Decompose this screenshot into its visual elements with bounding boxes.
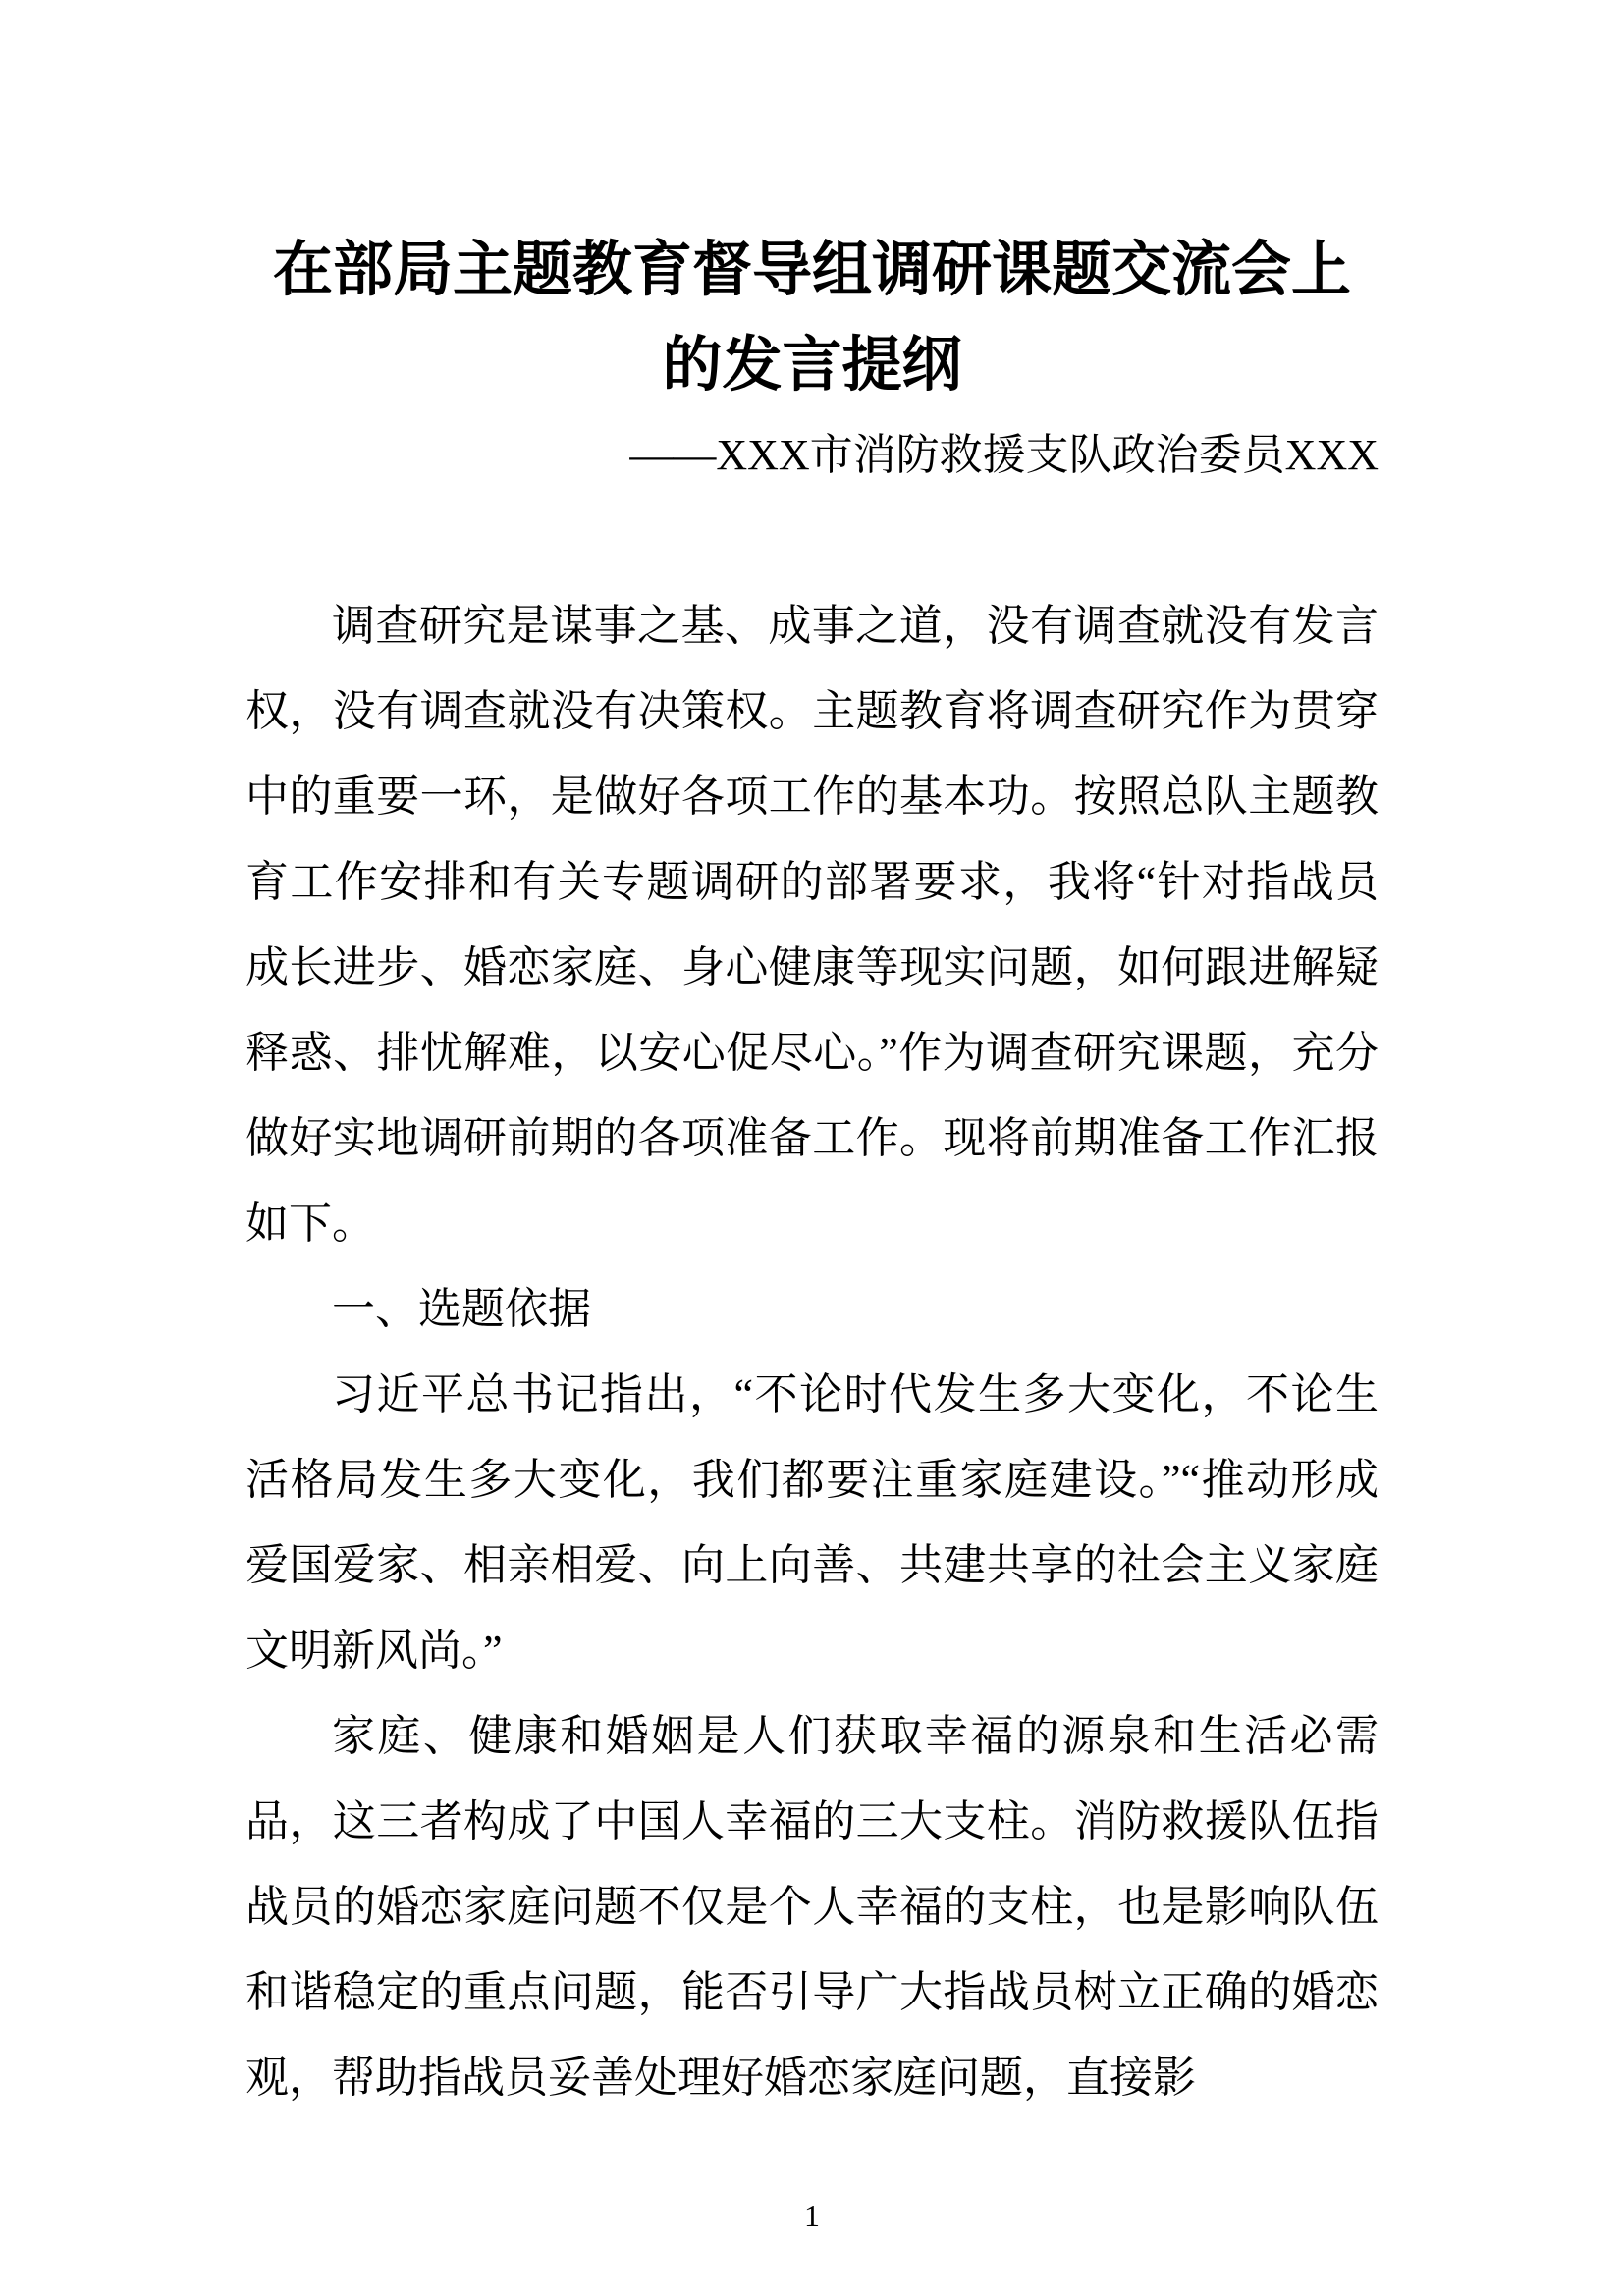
document-body: [245, 583, 1379, 2120]
page-number: 1: [804, 2198, 820, 2233]
paragraph-quote: 习近平总书记指出，“不论时代发生多大变化，不论生活格局发生多大变化，我们都要注重家庭建设。”“推动形成爱国爱家、相亲相爱、向上向善、共建共享的社会主义家庭文明新风尚。”: [245, 1370, 1379, 1675]
paragraph-family: 家庭、健康和婚姻是人们获取幸福的源泉和生活必需品，这三者构成了中国人幸福的三大支柱。消防救援队伍指战员的婚恋家庭问题不仅是个人幸福的支柱，也是影响队伍和谐稳定的重点问题，能否引导广大指战员树立正确的婚恋观，帮助指战员妥善处理好婚恋家庭问题，直接影: [245, 1712, 1379, 2102]
paragraph-intro: 调查研究是谋事之基、成事之道，没有调查就没有发言权，没有调查就没有决策权。主题教育将调查研究作为贯穿中的重要一环，是做好各项工作的基本功。按照总队主题教育工作安排和有关专题调研的部署要求，我将“针对指战员成长进步、婚恋家庭、身心健康等现实问题，如何跟进解疑释惑、排忧解难，以安心促尽心。”作为调查研究课题，充分做好实地调研前期的各项准备工作。现将前期准备工作汇报如下。: [245, 602, 1379, 1248]
document-subtitle: ——XXX市消防救援支队政治委员XXX: [629, 431, 1379, 479]
section-heading-1: 一、选题依据: [332, 1285, 591, 1333]
document-title: 在部局主题教育督导组调研课题交流会上的发言提纲: [272, 236, 1351, 398]
